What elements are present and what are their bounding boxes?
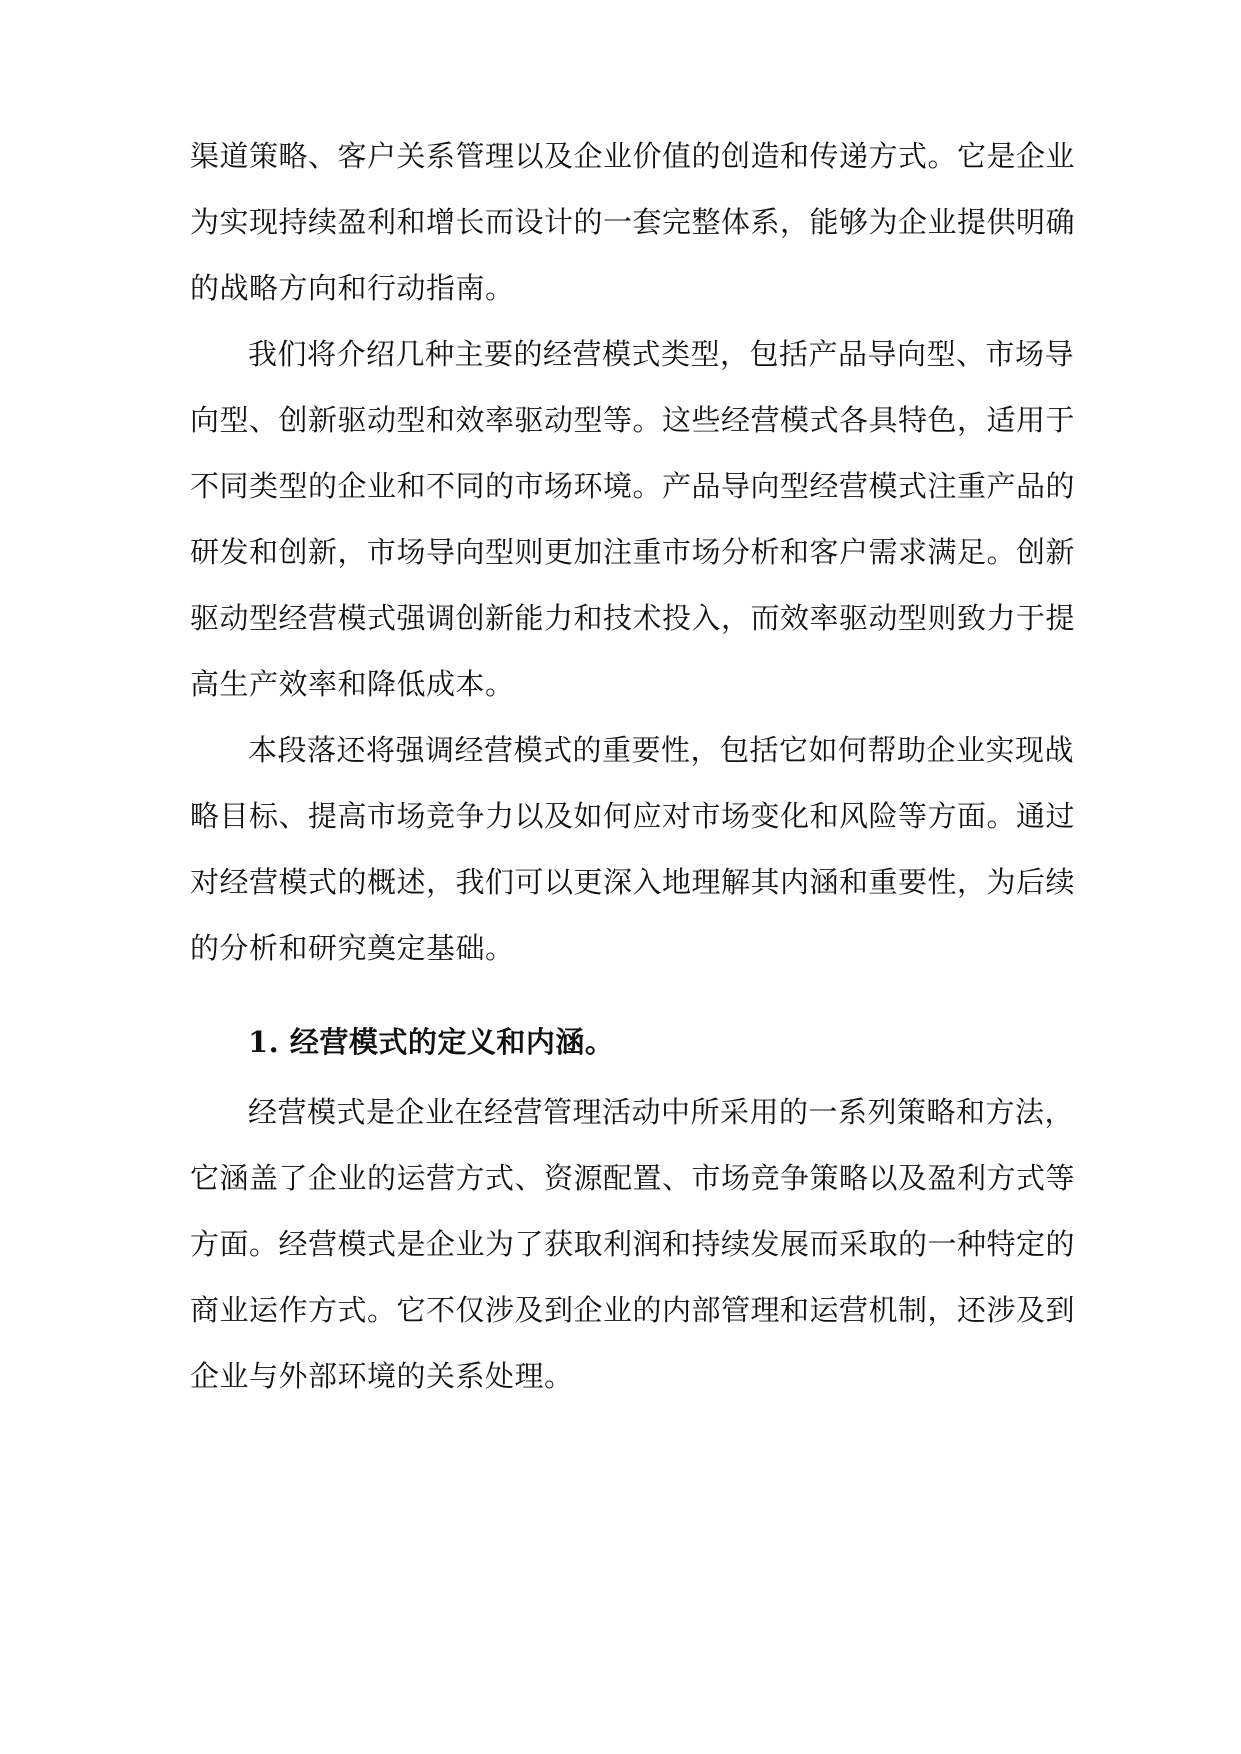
paragraph-line: 对经营模式的概述，我们可以更深入地理解其内涵和重要性，为后续 xyxy=(190,865,1076,899)
paragraph-line: 它涵盖了企业的运营方式、资源配置、市场竞争策略以及盈利方式等 xyxy=(190,1161,1076,1195)
paragraph-line: 高生产效率和降低成本。 xyxy=(190,667,515,701)
paragraph-line: 的分析和研究奠定基础。 xyxy=(190,931,515,965)
paragraph-line: 渠道策略、客户关系管理以及企业价值的创造和传递方式。它是企业 xyxy=(190,139,1076,173)
paragraph-line: 商业运作方式。它不仅涉及到企业的内部管理和运营机制，还涉及到 xyxy=(190,1293,1076,1327)
paragraph-line: 的战略方向和行动指南。 xyxy=(190,271,515,305)
paragraph-line: 为实现持续盈利和增长而设计的一套完整体系，能够为企业提供明确 xyxy=(190,205,1076,239)
paragraph-line: 企业与外部环境的关系处理。 xyxy=(190,1359,574,1393)
paragraph-line: 本段落还将强调经营模式的重要性，包括它如何帮助企业实现战 xyxy=(248,733,1075,767)
paragraph-line: 不同类型的企业和不同的市场环境。产品导向型经营模式注重产品的 xyxy=(190,469,1076,503)
paragraph-line: 方面。经营模式是企业为了获取利润和持续发展而采取的一种特定的 xyxy=(190,1227,1076,1261)
paragraph-line: 向型、创新驱动型和效率驱动型等。这些经营模式各具特色，适用于 xyxy=(190,403,1076,437)
section-heading: 1. 经营模式的定义和内涵。 xyxy=(248,1025,615,1059)
paragraph-line: 我们将介绍几种主要的经营模式类型，包括产品导向型、市场导 xyxy=(248,337,1075,371)
paragraph-line: 驱动型经营模式强调创新能力和技术投入，而效率驱动型则致力于提 xyxy=(190,601,1076,635)
paragraph-line: 经营模式是企业在经营管理活动中所采用的一系列策略和方法， xyxy=(248,1095,1075,1129)
paragraph-line: 研发和创新，市场导向型则更加注重市场分析和客户需求满足。创新 xyxy=(190,535,1076,569)
paragraph-line: 略目标、提高市场竞争力以及如何应对市场变化和风险等方面。通过 xyxy=(190,799,1076,833)
